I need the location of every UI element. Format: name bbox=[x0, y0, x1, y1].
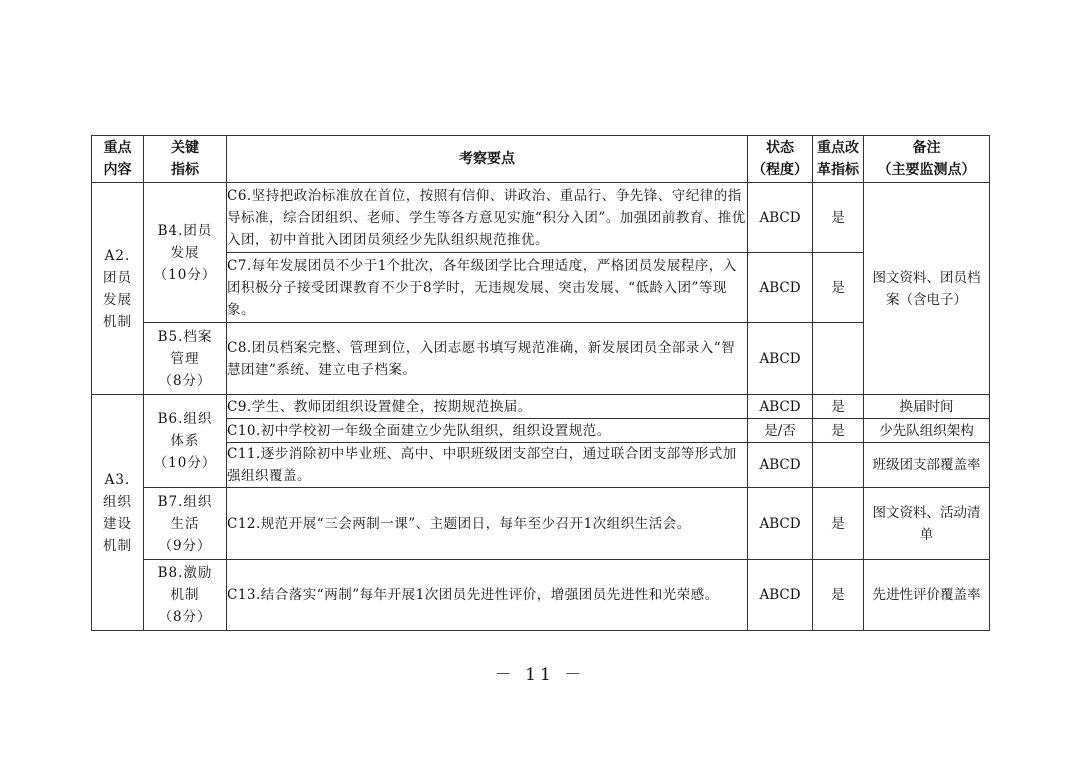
reform-c8 bbox=[813, 323, 864, 395]
remark-a2: 图文资料、团员档案（含电子） bbox=[864, 183, 990, 395]
table-row bbox=[92, 560, 990, 631]
header-key-content: 重点 内容 bbox=[92, 136, 144, 183]
table-row bbox=[92, 323, 990, 395]
page-number: － 11 － bbox=[494, 665, 586, 685]
status-c11: ABCD bbox=[748, 443, 813, 488]
evaluation-table bbox=[91, 135, 990, 631]
section-a3: A3. 组织 建设 机制 bbox=[92, 395, 144, 631]
table-row bbox=[92, 488, 990, 560]
point-c11: C11.逐步消除初中毕业班、高中、中职班级团支部空白，通过联合团支部等形式加强组织覆盖。 bbox=[227, 443, 748, 488]
header-reform-indicator: 重点改 革指标 bbox=[813, 136, 864, 183]
header-inspection-points: 考察要点 bbox=[227, 136, 748, 183]
status-c13: ABCD bbox=[748, 560, 813, 631]
indicator-b5: B5.档案 管理 （8分） bbox=[144, 323, 227, 395]
remark-c13: 先进性评价覆盖率 bbox=[864, 560, 990, 631]
table-row bbox=[92, 395, 990, 419]
header-remarks: 备注 （主要监测点） bbox=[864, 136, 990, 183]
header-row bbox=[92, 136, 990, 183]
reform-c6: 是 bbox=[813, 183, 864, 253]
remark-c10: 少先队组织架构 bbox=[864, 419, 990, 443]
reform-c13: 是 bbox=[813, 560, 864, 631]
indicator-b6: B6.组织 体系 （10分） bbox=[144, 395, 227, 488]
point-c7: C7.每年发展团员不少于1个批次，各年级团学比合理适度，严格团员发展程序，入团积极分子接受团课教育不少于8学时，无违规发展、突击发展、“低龄入团”等现象。 bbox=[227, 253, 748, 323]
remark-c9: 换届时间 bbox=[864, 395, 990, 419]
table-row bbox=[92, 253, 990, 323]
status-c12: ABCD bbox=[748, 488, 813, 560]
status-c9: ABCD bbox=[748, 395, 813, 419]
table-row bbox=[92, 183, 990, 253]
status-c6: ABCD bbox=[748, 183, 813, 253]
point-c10: C10.初中学校初一年级全面建立少先队组织，组织设置规范。 bbox=[227, 419, 748, 443]
point-c6: C6.坚持把政治标准放在首位，按照有信仰、讲政治、重品行、争先锋、守纪律的指导标准，综合团组织、老师、学生等各方意见实施“积分入团”。加强团前教育、推优入团，初中首批入团团员须经少先队组织规范推优。 bbox=[227, 183, 748, 253]
reform-c9: 是 bbox=[813, 395, 864, 419]
point-c8: C8.团员档案完整、管理到位，入团志愿书填写规范准确，新发展团员全部录入“智慧团建”系统、建立电子档案。 bbox=[227, 323, 748, 395]
point-c9: C9.学生、教师团组织设置健全，按期规范换届。 bbox=[227, 395, 748, 419]
status-c7: ABCD bbox=[748, 253, 813, 323]
remark-c12: 图文资料、活动清单 bbox=[864, 488, 990, 560]
point-c13: C13.结合落实“两制”每年开展1次团员先进性评价，增强团员先进性和光荣感。 bbox=[227, 560, 748, 631]
reform-c10: 是 bbox=[813, 419, 864, 443]
reform-c11 bbox=[813, 443, 864, 488]
indicator-b7: B7.组织 生活 （9分） bbox=[144, 488, 227, 560]
point-c12: C12.规范开展“三会两制一课”、主题团日，每年至少召开1次组织生活会。 bbox=[227, 488, 748, 560]
indicator-b4: B4.团员 发展 （10分） bbox=[144, 183, 227, 323]
remark-c11: 班级团支部覆盖率 bbox=[864, 443, 990, 488]
section-a2: A2. 团员 发展 机制 bbox=[92, 183, 144, 395]
indicator-b8: B8.激励 机制 （8分） bbox=[144, 560, 227, 631]
header-key-indicator: 关键 指标 bbox=[144, 136, 227, 183]
table-row bbox=[92, 443, 990, 488]
header-status: 状态 （程度） bbox=[748, 136, 813, 183]
status-c8: ABCD bbox=[748, 323, 813, 395]
table-row bbox=[92, 419, 990, 443]
status-c10: 是/否 bbox=[748, 419, 813, 443]
reform-c7: 是 bbox=[813, 253, 864, 323]
reform-c12: 是 bbox=[813, 488, 864, 560]
